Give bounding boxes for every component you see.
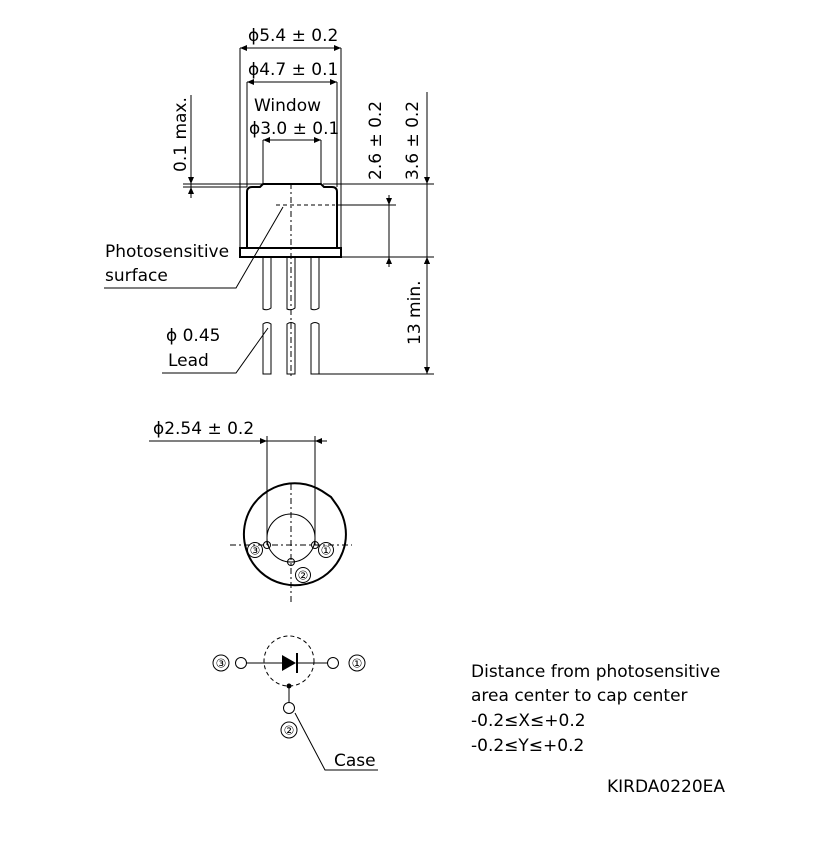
note-line-3: -0.2≤X≤+0.2 <box>471 711 586 731</box>
dim-surface-height: 2.6 ± 0.2 <box>366 100 386 180</box>
pin-number-2: ② <box>297 568 309 583</box>
document-code: KIRDA0220EA <box>607 777 726 797</box>
window-label: Window <box>254 96 322 116</box>
dim-cap-outer-diameter: ϕ5.4 ± 0.2 <box>248 26 339 46</box>
schematic-view <box>213 636 378 771</box>
note-line-4: -0.2≤Y≤+0.2 <box>471 736 585 756</box>
dim-window-diameter: ϕ3.0 ± 0.1 <box>249 119 340 139</box>
dim-lead-diameter: ϕ 0.45 <box>166 326 221 346</box>
dim-cap-height: 3.6 ± 0.2 <box>403 100 423 180</box>
dim-max-offset: 0.1 max. <box>171 97 191 172</box>
bottom-view <box>149 419 352 604</box>
schematic-pin-number-2: ② <box>283 723 295 738</box>
photosensitive-label-line1: Photosensitive <box>105 242 230 262</box>
terminal-3 <box>236 658 247 669</box>
stem-outline <box>244 483 346 585</box>
dim-lead-length: 13 min. <box>405 280 425 345</box>
pin-number-3: ③ <box>249 543 261 558</box>
terminal-1 <box>328 658 339 669</box>
dim-cap-inner-diameter: ϕ4.7 ± 0.1 <box>248 60 339 80</box>
case-label: Case <box>334 751 376 771</box>
note-line-1: Distance from photosensitive <box>471 662 721 682</box>
note-line-2: area center to cap center <box>471 686 688 706</box>
photodiode-symbol <box>282 655 296 671</box>
schematic-pin-number-1: ① <box>351 656 363 671</box>
photosensitive-label-line2: surface <box>105 266 168 286</box>
side-view <box>104 26 434 377</box>
dim-pin-spacing: ϕ2.54 ± 0.2 <box>153 419 255 439</box>
notes <box>471 662 720 756</box>
lead-label: Lead <box>168 351 209 371</box>
schematic-pin-number-3: ③ <box>215 656 227 671</box>
terminal-2 <box>284 703 295 714</box>
pin-number-1: ① <box>320 543 332 558</box>
cap-body <box>247 184 337 248</box>
